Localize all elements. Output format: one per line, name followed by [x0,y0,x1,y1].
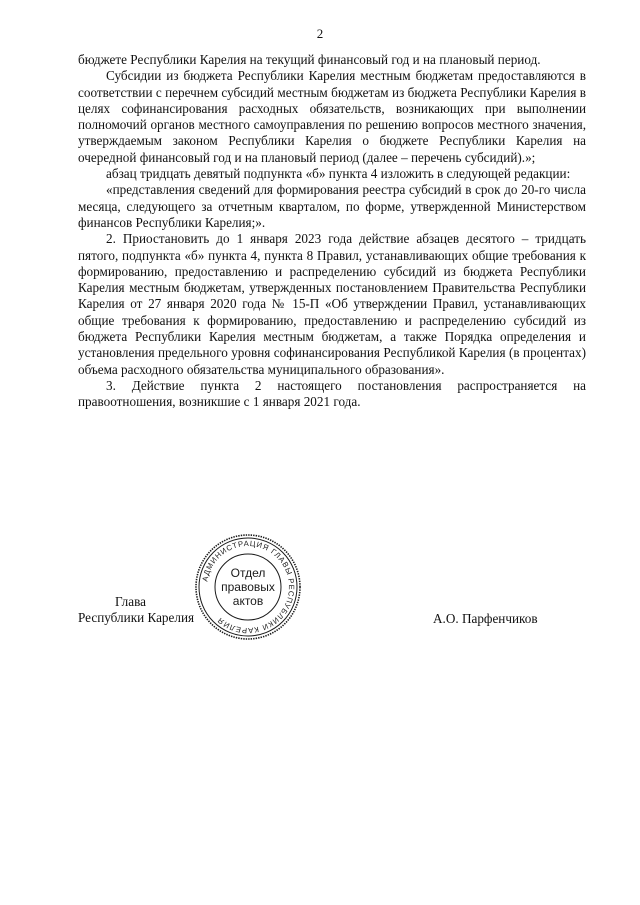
paragraph-amendment-intro: абзац тридцать девятый подпункта «б» пункта 4 изложить в следующей редакции: [106,166,571,182]
paragraph-subsidies: Субсидии из бюджета Республики Карелия местным бюджетам предоставляются в соответствии с перечнем субсидий местным бюджетам из бюджета Республики Карелия в целях софинансирования расходных обязательств, возникающих при выполнении полномочий органов местного самоуправления по решению вопросов местного значения, утверждаемым законом Республики Карелия о бюджете Республики Карелия на очередной финансовый год и на плановый период (далее – перечень субсидий).»; [78,68,586,165]
stamp-ring-text: АДМИНИСТРАЦИЯ ГЛАВЫ РЕСПУБЛИКИ КАРЕЛИЯ [200,538,297,636]
signatory-title-line2: Республики Карелия [78,610,195,626]
signatory-title-line1: Глава [115,594,146,609]
paragraph-item-2: 2. Приостановить до 1 января 2023 года действие абзацев десятого – тридцать пятого, подпункта «б» пункта 4, пункта 8 Правил, устанавливающих общие требования к формированию, предоставлению и распределению субсидий из бюджета Республики Карелия местным бюджетам, утвержденных постановлением Правительства Республики Карелия от 27 января 2020 года № 15-П «Об утверждении Правил, устанавливающих общие требования к формированию, предоставлению и распределению субсидий из бюджета Республики Карелия местным бюджетам, а также Порядка определения и установления предельного уровня софинансирования Республикой Карелия (в процентах) объема расходного обязательства муниципального образования». [78,231,586,377]
paragraph-continuation: бюджете Республики Карелия на текущий финансовый год и на плановый период. [78,52,541,67]
legal-department-stamp [194,533,302,641]
signatory-name: А.О. Парфенчиков [433,611,538,626]
document-body [78,52,586,411]
stamp-line2: правовых [221,580,275,594]
stamp-seal-icon [194,533,302,641]
page-number: 2 [316,26,324,41]
stamp-line1: Отдел [230,566,266,580]
stamp-line3: актов [232,594,264,608]
paragraph-amendment-text: «представления сведений для формирования реестра субсидий в срок до 20-го числа месяца, следующего за отчетным кварталом, по форме, утвержденной Министерством финансов Республики Карелия;». [78,182,586,230]
paragraph-item-3: 3. Действие пункта 2 настоящего постановления распространяется на правоотношения, возникшие с 1 января 2021 года. [78,377,586,410]
